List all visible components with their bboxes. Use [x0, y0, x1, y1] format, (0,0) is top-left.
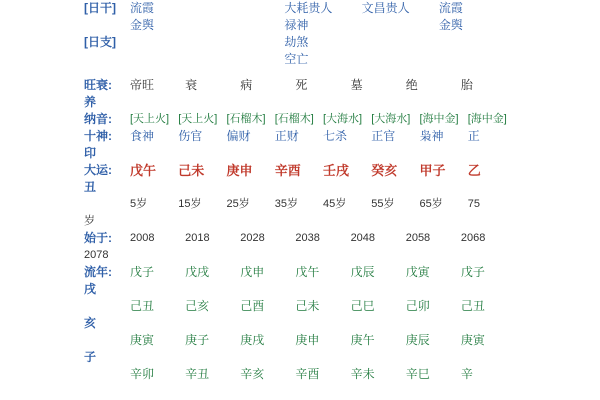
liunian-cells: [130, 332, 516, 349]
nayin-cell: [天上火]: [178, 113, 218, 125]
shensha-cell: [439, 34, 516, 51]
spacer: [84, 68, 516, 77]
liunian-trail: 子: [84, 350, 97, 364]
shensha-block: [84, 0, 516, 68]
wangshuai-cell: 帝旺: [130, 78, 155, 92]
nayin-cell: [天上火]: [130, 113, 170, 125]
dayun-cell[interactable]: 癸亥: [371, 163, 398, 178]
nayin-row: [84, 111, 516, 128]
row-cells: [130, 51, 516, 68]
row-cells: [130, 17, 516, 34]
nayin-cell: [海中金]: [467, 113, 507, 125]
liunian-cell[interactable]: 庚申: [295, 333, 320, 347]
liunian-cell[interactable]: 己丑: [460, 299, 485, 313]
shensha-cell: [130, 51, 207, 68]
liunian-cell[interactable]: 戊午: [295, 265, 320, 279]
shensha-cell: 大耗贵人: [284, 1, 333, 15]
dayun-cells: [130, 162, 516, 179]
shensha-cell: 流霞: [130, 1, 155, 15]
liunian-cells: [130, 298, 516, 315]
liunian-cell[interactable]: 辛: [460, 367, 473, 381]
shensha-row: [84, 34, 516, 51]
nayin-cell: [海中金]: [419, 113, 459, 125]
age-cell: 35岁: [274, 198, 298, 210]
shensha-cell: 文昌贵人: [361, 1, 410, 15]
dayun-cell[interactable]: 辛酉: [274, 163, 301, 178]
liunian-cells: [130, 264, 516, 281]
wangshuai-row: [84, 77, 516, 94]
shishen-cells: [130, 128, 516, 145]
shensha-row: [84, 17, 516, 34]
shensha-cell: 劫煞: [284, 35, 309, 49]
shishen-label: 十神:: [84, 129, 112, 143]
dayun-trail: 丑: [84, 180, 97, 194]
shensha-cell: [362, 51, 439, 68]
dayun-wrap-row: [84, 179, 516, 196]
liunian-cell[interactable]: 己未: [295, 299, 320, 313]
shishen-cell: 七杀: [323, 129, 348, 143]
shensha-cell: 空亡: [284, 52, 309, 66]
liunian-cell[interactable]: 辛丑: [185, 367, 210, 381]
wangshuai-cells: [130, 77, 516, 94]
start-year-cell: 2018: [185, 232, 210, 244]
liunian-row: [84, 264, 516, 281]
wangshuai-cell: 死: [295, 78, 308, 92]
row-label-rigan: [日干]: [84, 1, 116, 15]
shishen-cell: 枭神: [419, 129, 444, 143]
row-cells: [130, 0, 516, 17]
row-label-rizhi: [日支]: [84, 35, 116, 49]
shensha-cell: [439, 51, 516, 68]
liunian-cell[interactable]: 己丑: [130, 299, 155, 313]
liunian-cells: [130, 366, 516, 383]
shishen-cell: 正官: [371, 129, 396, 143]
liunian-cell[interactable]: 戊子: [130, 265, 155, 279]
liunian-cell[interactable]: 辛未: [350, 367, 375, 381]
shensha-row: [84, 51, 516, 68]
liunian-wrap-row: [84, 315, 516, 332]
start-years-cells: [130, 230, 516, 247]
dayun-label: 大运:: [84, 163, 112, 177]
nayin-label: 纳音:: [84, 112, 112, 126]
liunian-cell[interactable]: 庚寅: [460, 333, 485, 347]
start-year-cell: 2038: [295, 232, 320, 244]
liunian-label: 流年:: [84, 265, 112, 279]
liunian-cell[interactable]: 庚戌: [240, 333, 265, 347]
age-cell: 5岁: [130, 198, 148, 210]
liunian-row: [84, 366, 516, 383]
wangshuai-label: 旺衰:: [84, 78, 112, 92]
liunian-cell[interactable]: 戊戌: [185, 265, 210, 279]
dayun-cell[interactable]: 戊午: [130, 163, 157, 178]
age-cell: 75: [467, 198, 480, 210]
liunian-cell[interactable]: 戊辰: [350, 265, 375, 279]
wangshuai-cell: 衰: [185, 78, 198, 92]
shensha-row: [84, 0, 516, 17]
start-year-cell: 2008: [130, 232, 155, 244]
start-years-row: [84, 230, 516, 247]
liunian-cell[interactable]: 己巳: [350, 299, 375, 313]
start-years-label: 始于:: [84, 231, 112, 245]
nayin-cell: [石榴木]: [226, 113, 266, 125]
age-cell: 55岁: [371, 198, 395, 210]
liunian-cell[interactable]: 庚午: [350, 333, 375, 347]
liunian-cell[interactable]: 庚寅: [130, 333, 155, 347]
liunian-cell[interactable]: 辛卯: [130, 367, 155, 381]
start-year-cell: 2068: [460, 232, 486, 244]
start-years-trail: 2078: [84, 249, 109, 261]
wangshuai-cell: 绝: [405, 78, 418, 92]
shishen-cell: 伤官: [178, 129, 203, 143]
liunian-cell[interactable]: 辛亥: [240, 367, 265, 381]
start-year-cell: 2058: [405, 232, 431, 244]
liunian-cell[interactable]: 庚子: [185, 333, 210, 347]
ages-trail: 岁: [84, 215, 95, 227]
wangshuai-cell: 墓: [350, 78, 363, 92]
shensha-cell: 金舆: [438, 18, 463, 32]
shishen-cell: 食神: [130, 129, 155, 143]
wangshuai-cell: 病: [240, 78, 253, 92]
ages-wrap-row: [84, 213, 516, 230]
wangshuai-trail: 养: [84, 95, 97, 109]
liunian-trail: 亥: [84, 316, 97, 330]
nayin-cell: [大海水]: [371, 113, 411, 125]
wangshuai-cell: 胎: [460, 78, 473, 92]
liunian-row: [84, 298, 516, 315]
dayun-row: [84, 162, 516, 179]
start-year-cell: 2028: [240, 232, 265, 244]
liunian-wrap-row: [84, 281, 516, 298]
liunian-cell[interactable]: 己亥: [185, 299, 210, 313]
shishen-cell: 正财: [274, 129, 299, 143]
ages-row: [84, 196, 516, 213]
shensha-cell: 禄神: [284, 18, 309, 32]
nayin-cells: [130, 111, 516, 128]
liunian-row: [84, 332, 516, 349]
liunian-cell[interactable]: 辛巳: [405, 367, 430, 381]
shensha-cell: [207, 34, 284, 51]
liunian-cell[interactable]: 己酉: [240, 299, 265, 313]
age-cell: 15岁: [178, 198, 202, 210]
shensha-cell: 金舆: [130, 18, 155, 32]
dayun-cell[interactable]: 庚申: [226, 163, 253, 178]
liunian-cell[interactable]: 辛酉: [295, 367, 320, 381]
start-years-wrap-row: [84, 247, 516, 264]
liunian-cell[interactable]: 戊子: [460, 265, 485, 279]
dayun-cell[interactable]: 甲子: [419, 163, 446, 178]
row-cells: [130, 34, 516, 51]
shensha-cell: 流霞: [438, 1, 463, 15]
shishen-row: [84, 128, 516, 145]
shishen-cell: 偏财: [226, 129, 251, 143]
liunian-trail: 戌: [84, 282, 97, 296]
ages-cells: [130, 196, 516, 213]
age-cell: 45岁: [323, 198, 347, 210]
dayun-cell[interactable]: 己未: [178, 163, 205, 178]
shishen-trail: 印: [84, 146, 97, 160]
nayin-cell: [大海水]: [323, 113, 363, 125]
nayin-cell: [石榴木]: [274, 113, 314, 125]
age-cell: 65岁: [419, 198, 443, 210]
liunian-cell[interactable]: 戊寅: [405, 265, 430, 279]
dayun-cell[interactable]: 壬戌: [323, 163, 350, 178]
liunian-wrap-row: [84, 349, 516, 366]
wangshuai-wrap-row: [84, 94, 516, 111]
shishen-wrap-row: [84, 145, 516, 162]
bazi-sheet: [84, 0, 516, 400]
liunian-cell[interactable]: 己卯: [405, 299, 430, 313]
shensha-cell: [362, 17, 439, 34]
shensha-cell: [362, 34, 439, 51]
liunian-cell[interactable]: 庚辰: [405, 333, 430, 347]
shensha-cell: [130, 34, 207, 51]
age-cell: 25岁: [226, 198, 250, 210]
start-year-cell: 2048: [350, 232, 376, 244]
shensha-cell: [207, 0, 284, 17]
dayun-cell[interactable]: 乙: [467, 163, 481, 178]
shensha-cell: [207, 51, 284, 68]
shishen-cell: 正: [467, 129, 480, 143]
shensha-cell: [207, 17, 284, 34]
liunian-cell[interactable]: 戊申: [240, 265, 265, 279]
